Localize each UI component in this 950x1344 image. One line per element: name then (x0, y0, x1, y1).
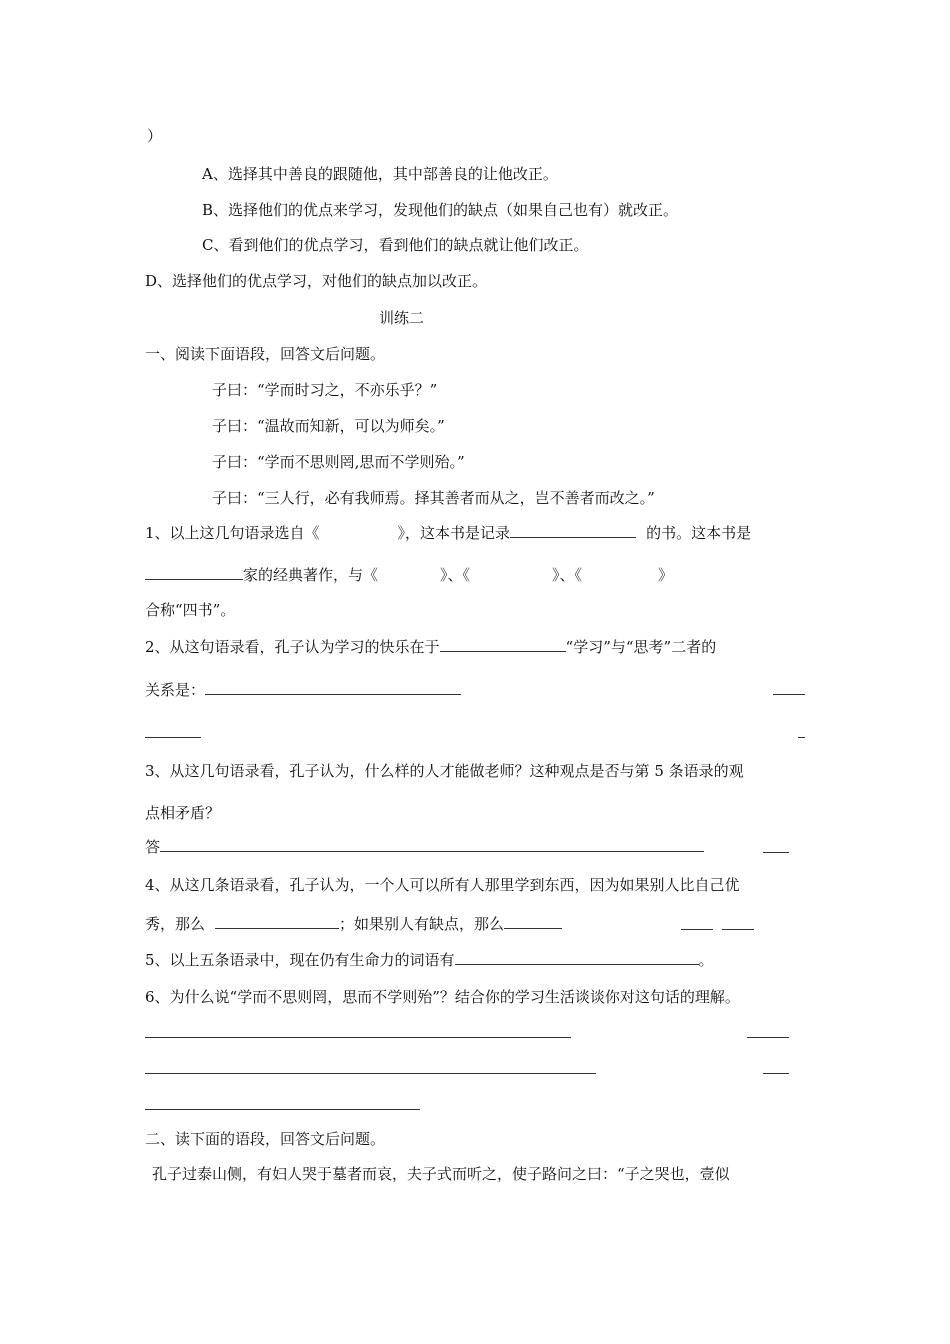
part2-passage: 孔子过泰山侧，有妇人哭于墓者而哀，夫子式而听之，使子路问之曰：“子之哭也，壹似 (152, 1165, 730, 1183)
q6-blank-1-end[interactable] (747, 1037, 789, 1038)
q5-blank-words[interactable] (455, 950, 699, 965)
quote-1: 子曰：“学而时习之，不亦乐乎？” (212, 381, 438, 399)
q5-text-a: 5、以上五条语录中，现在仍有生命力的词语有 (145, 951, 455, 969)
q2-line2 (145, 680, 461, 700)
q2-blank-line2[interactable] (145, 737, 201, 738)
q3-answer-blank-end[interactable] (763, 852, 789, 853)
q3-answer-blank[interactable] (160, 837, 704, 852)
q3-answer-label: 答 (145, 838, 161, 856)
option-b: B、选择他们的优点来学习，发现他们的缺点（如果自己也有）就改正。 (202, 201, 679, 219)
part2-heading: 二、读下面的语段，回答文后问题。 (145, 1130, 386, 1148)
q2-blank-joy[interactable] (440, 637, 566, 652)
q3-line1: 3、从这几句语录看，孔子认为，什么样的人才能做老师？这种观点是否与第 5 条语录的观 (145, 762, 744, 780)
q1-text-c: 的书。这本书是 (646, 524, 752, 542)
q4-line1: 4、从这几条语录看，孔子认为，一个人可以所有人那里学到东西，因为如果别人比自己优 (145, 876, 740, 894)
quote-4: 子曰：“三人行，必有我师焉。择其善者而从之，岂不善者而改之。” (212, 489, 655, 507)
paren-close: ） (147, 127, 163, 145)
q1-text-d: 家的经典著作，与《 (243, 566, 379, 584)
q1-text-b: 》，这本书是记录 (397, 524, 511, 542)
option-a: A、选择其中善良的跟随他，其中部善良的让他改正。 (202, 165, 558, 183)
option-c: C、看到他们的优点学习，看到他们的缺点就让他们改正。 (202, 236, 589, 254)
q4-blank-better[interactable] (215, 914, 339, 929)
q1-blank-record[interactable] (510, 523, 636, 538)
q6-line: 6、为什么说“学而不思则罔，思而不学则殆”？结合你的学习生活谈谈你对这句话的理解。 (145, 988, 740, 1006)
q6-blank-2-end[interactable] (763, 1073, 789, 1074)
q2-blank-relation[interactable] (205, 680, 461, 695)
q4-blank-tail-1[interactable] (681, 929, 713, 930)
q2-blank-line2-end[interactable] (798, 737, 805, 738)
quote-2: 子曰：“温故而知新，可以为师矣。” (212, 417, 445, 435)
part1-heading: 一、阅读下面语段，回答文后问题。 (145, 345, 386, 363)
section-title: 训练二 (379, 309, 425, 327)
q1-text-g: 》 (658, 566, 674, 584)
q3-line2: 点相矛盾？ (145, 804, 221, 822)
q2-text-c: 关系是： (145, 681, 206, 699)
q6-blank-2[interactable] (145, 1073, 596, 1074)
q1-line1 (145, 523, 751, 543)
q4-text-b: 秀，那么 (145, 915, 206, 933)
q4-blank-tail-2[interactable] (722, 929, 754, 930)
q5-text-b: 。 (698, 951, 714, 969)
q4-line2 (145, 914, 562, 934)
q5-line (145, 950, 714, 970)
quote-3: 子曰：“学而不思则罔,思而不学则殆。” (212, 453, 465, 471)
q1-text-a: 1、以上这几句语录选自《 (145, 524, 320, 542)
q6-blank-1[interactable] (145, 1037, 571, 1038)
q1-line2 (145, 565, 673, 585)
option-d: D、选择他们的优点学习，对他们的缺点加以改正。 (145, 272, 488, 290)
q2-text-b: “学习”与“思考”二者的 (565, 638, 717, 656)
q3-line3 (145, 837, 704, 857)
q1-blank-school[interactable] (145, 565, 243, 580)
q6-blank-3[interactable] (145, 1109, 420, 1110)
q4-blank-faults[interactable] (504, 914, 562, 929)
q4-text-c: ；如果别人有缺点，那么 (339, 915, 505, 933)
q2-line1 (145, 637, 716, 657)
q2-blank-right[interactable] (773, 694, 805, 695)
q2-text-a: 2、从这句语录看，孔子认为学习的快乐在于 (145, 638, 440, 656)
q1-text-e: 》、《 (440, 566, 471, 584)
q1-text-f: 》、《 (552, 566, 583, 584)
q1-line3: 合称“四书”。 (145, 601, 236, 619)
